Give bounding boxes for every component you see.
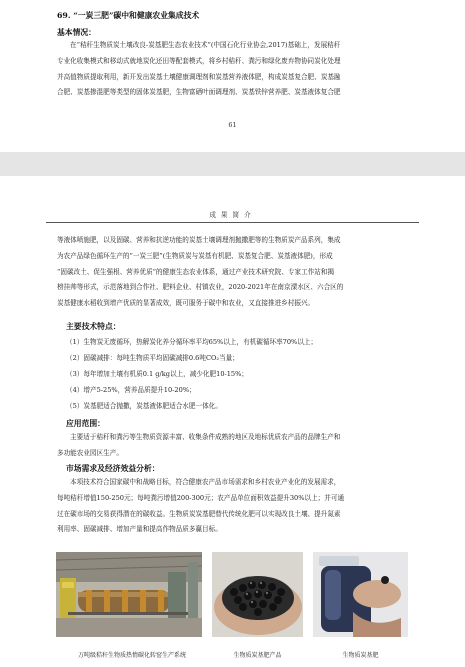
- basic-info-label: 基本情况：: [57, 28, 96, 37]
- document-page-bottom: [0, 176, 465, 667]
- feature-item: （1）生物炭无废循环，热解炭化养分循环率平均65%以上，有机碳循环率70%以上；: [66, 338, 318, 346]
- text-line: “固碳改土、促生强根、营养优质”的健康生态农业体系，通过产业技术研究院、专家工作站和揭: [57, 267, 335, 276]
- text-line: 在“秸秆生物质炭土壤改良-炭基肥生态农业技术”(中国石化行业协会,2017)基础上，发展秸秆: [70, 41, 341, 49]
- text-line: 为农产品绿色循环生产的”一炭三肥”(生物质炭与炭基有机肥、炭基复合肥、炭基液体肥)，形成: [57, 251, 333, 260]
- text-line: 合肥、炭基掺混肥等类型的固体炭基肥，生物富硒叶面调理剂、炭基铁锌营养肥、炭基液体复合肥: [57, 88, 341, 97]
- biochar-fertilizer-photo: [313, 552, 408, 637]
- header-rule: [46, 222, 419, 223]
- text-line: 每吨秸秆增值150-250元；每吨粪污增值200-300元；农产品单位面积效益提升30%以上；并可通: [57, 493, 345, 502]
- kiln-production-photo: [56, 552, 202, 637]
- section-title: 69. “一炭三肥”碳中和健康农业集成技术: [57, 11, 200, 20]
- biochar-pellets-photo: [212, 552, 303, 637]
- photo-caption: 生物质炭基肥产品: [233, 652, 282, 659]
- photo-caption: 生物质炭基肥: [342, 652, 379, 659]
- page-number: 61: [228, 121, 237, 129]
- continued-paragraph: [57, 233, 415, 312]
- running-head: 成果简介: [209, 211, 256, 219]
- text-line: 并高值物质提取利用，新开发出炭基土壤健康调理剂和炭基营养液体肥，构成炭基复合肥、炭基融: [57, 72, 341, 81]
- text-line: 利用率、固碳减排、增加产量和提高作物品质多赢目标。: [57, 525, 222, 534]
- document-page-top: [0, 0, 465, 152]
- feature-item: （3）每年增加土壤有机质0.1 g/kg以上，减少化肥10-15%；: [66, 370, 248, 378]
- text-line: 本项技术符合国家碳中和战略目标，符合健康农产品市场需求和乡村农业产业化的发展需求，: [70, 478, 341, 486]
- feature-item: （2）固碳减排：每吨生物质平均固碳减排0.6吨CO₂当量；: [66, 354, 239, 362]
- market-label: 市场需求及经济效益分析：: [66, 464, 160, 473]
- application-label: 应用范围：: [66, 419, 105, 428]
- key-features-label: 主要技术特点：: [66, 322, 121, 331]
- photo-caption: 万吨级秸秆生物质热惰碳化转窑生产系统: [77, 652, 186, 659]
- intro-paragraph: [57, 38, 415, 101]
- market-paragraph: [57, 475, 415, 538]
- application-paragraph: [57, 430, 415, 462]
- text-line: 专业化收集模式和移动式就地炭化还田等配套模式，将乡村秸秆、粪污和绿化废弃物协同炭化处理: [57, 56, 341, 65]
- text-line: 多功能农业园区生产。: [57, 448, 123, 457]
- page-gap: [0, 152, 465, 176]
- text-line: 主要适于秸秆和粪污等生物质资源丰富、收集条件成熟的地区及地标优质农产品的品牌生产和: [70, 433, 341, 441]
- text-line: 炭基健康水稻收到增产优质的显著成效，既可服务于碳中和农业，又直接推进乡村振兴。: [57, 299, 315, 308]
- text-line: 榜挂帅等形式，示范落地到合作社、肥料企业、村镇农业，2020-2021年在南京溧水区、六合区的: [57, 283, 344, 292]
- text-line: 等液体喷施肥，以及固碳、营养和抗逆功能的炭基土壤调理剂抛撒肥等的生物质炭产品系列，集成: [57, 236, 341, 244]
- feature-item: （5）炭基肥适合抛撒，炭基液体肥适合水肥一体化。: [66, 402, 222, 410]
- text-line: 过在碳市场的交易获得潜在的碳收益。生物质炭炭基肥替代传统化肥可以实现改良土壤、提升氮素: [57, 509, 341, 518]
- feature-item: （4）增产5-25%，营养品质提升10-20%；: [66, 386, 196, 394]
